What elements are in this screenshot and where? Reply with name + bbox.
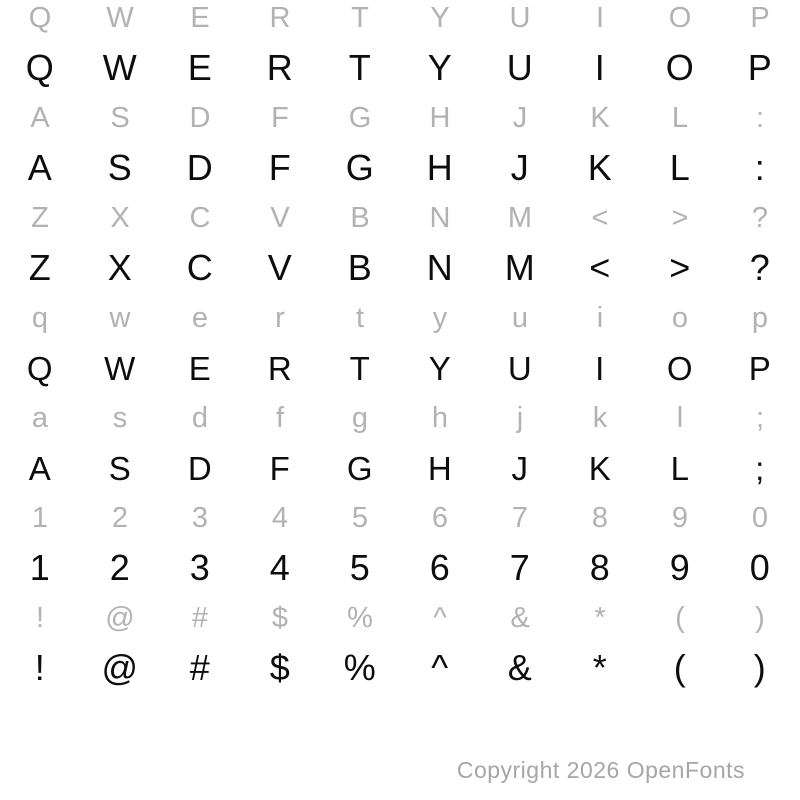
glyph-row-reference-0 <box>0 0 800 43</box>
glyph-cell: Q <box>28 1 52 34</box>
glyph-cell: # <box>189 647 211 688</box>
glyph-row-preview-11 <box>0 543 800 593</box>
glyph-cell: H <box>426 147 454 188</box>
glyph-cell: V <box>270 201 290 234</box>
glyph-cell: u <box>511 301 529 334</box>
glyph-cell: & <box>507 647 533 688</box>
glyph-cell: Q <box>26 349 54 387</box>
glyph-row-preview-7 <box>0 343 800 393</box>
glyph-row-preview-9 <box>0 443 800 493</box>
glyph-cell: K <box>590 101 610 134</box>
glyph-cell: Z <box>28 247 52 288</box>
glyph-cell: P <box>747 47 773 88</box>
glyph-cell: L <box>671 101 689 134</box>
glyph-cell: A <box>28 449 52 487</box>
glyph-cell: D <box>186 147 214 188</box>
glyph-cell: ) <box>755 601 765 634</box>
glyph-cell: * <box>594 601 606 634</box>
copyright-text: Copyright 2026 OpenFonts <box>456 757 745 783</box>
glyph-row-preview-3 <box>0 143 800 193</box>
glyph-cell: ( <box>673 647 687 688</box>
glyph-cell: O <box>665 47 695 88</box>
glyph-cell: F <box>268 147 292 188</box>
glyph-cell: M <box>504 247 536 288</box>
glyph-cell: I <box>594 47 606 88</box>
glyph-cell: ^ <box>431 647 449 688</box>
glyph-cell: V <box>267 247 293 288</box>
glyph-row-reference-10 <box>0 493 800 543</box>
glyph-cell: X <box>107 247 133 288</box>
glyph-cell: w <box>109 301 131 334</box>
glyph-cell: S <box>110 101 130 134</box>
glyph-cell: O <box>668 1 692 34</box>
glyph-cell: i <box>596 301 604 334</box>
glyph-cell: 0 <box>751 501 769 534</box>
glyph-cell: g <box>351 401 369 434</box>
glyph-cell: G <box>345 147 375 188</box>
glyph-cell: $ <box>271 601 289 634</box>
glyph-cell: ) <box>753 647 767 688</box>
glyph-cell: % <box>347 601 373 634</box>
glyph-cell: S <box>107 147 133 188</box>
glyph-cell: r <box>275 301 285 334</box>
glyph-cell: G <box>348 101 372 134</box>
glyph-cell: C <box>186 247 214 288</box>
glyph-cell: W <box>102 47 138 88</box>
glyph-cell: 5 <box>351 501 369 534</box>
glyph-cell: p <box>751 301 769 334</box>
glyph-cell: s <box>112 401 128 434</box>
glyph-cell: & <box>510 601 530 634</box>
glyph-cell: ? <box>751 201 769 234</box>
glyph-cell: B <box>347 247 373 288</box>
glyph-cell: e <box>191 301 209 334</box>
glyph-cell: 8 <box>589 547 611 588</box>
glyph-cell: ! <box>34 647 46 688</box>
glyph-cell: Z <box>31 201 49 234</box>
glyph-cell: Y <box>428 349 452 387</box>
glyph-row-preview-13 <box>0 643 800 693</box>
glyph-cell: T <box>349 349 371 387</box>
glyph-cell: d <box>191 401 209 434</box>
glyph-cell: 7 <box>511 501 529 534</box>
glyph-cell: % <box>343 647 377 688</box>
glyph-cell: 1 <box>31 501 49 534</box>
glyph-cell: ? <box>749 247 771 288</box>
glyph-row-reference-6 <box>0 293 800 343</box>
glyph-cell: F <box>269 449 291 487</box>
glyph-cell: L <box>669 147 691 188</box>
glyph-cell: F <box>271 101 289 134</box>
glyph-cell: E <box>188 349 212 387</box>
glyph-row-preview-5 <box>0 243 800 293</box>
glyph-cell: : <box>755 101 765 134</box>
glyph-cell: L <box>670 449 690 487</box>
glyph-cell: 4 <box>269 547 291 588</box>
glyph-cell: N <box>426 247 454 288</box>
glyph-cell: K <box>588 449 612 487</box>
glyph-cell: 0 <box>749 547 771 588</box>
glyph-cell: 3 <box>189 547 211 588</box>
glyph-cell: 2 <box>109 547 131 588</box>
glyph-cell: ( <box>675 601 685 634</box>
glyph-cell: I <box>595 349 605 387</box>
glyph-cell: P <box>750 1 770 34</box>
glyph-cell: a <box>31 401 49 434</box>
glyph-cell: J <box>512 101 528 134</box>
glyph-cell: 2 <box>111 501 129 534</box>
glyph-cell: ! <box>35 601 45 634</box>
glyph-row-reference-2 <box>0 93 800 143</box>
glyph-cell: ^ <box>433 601 447 634</box>
glyph-cell: R <box>266 47 294 88</box>
glyph-row-preview-1 <box>0 43 800 93</box>
glyph-cell: 6 <box>431 501 449 534</box>
glyph-cell: > <box>671 201 689 234</box>
glyph-cell: P <box>748 349 772 387</box>
glyph-cell: X <box>110 201 130 234</box>
glyph-cell: l <box>676 401 684 434</box>
glyph-cell: : <box>754 147 766 188</box>
glyph-cell: S <box>108 449 132 487</box>
glyph-cell: N <box>429 201 451 234</box>
glyph-cell: h <box>431 401 449 434</box>
glyph-cell: Y <box>430 1 450 34</box>
glyph-cell: U <box>509 1 531 34</box>
glyph-cell: 1 <box>29 547 51 588</box>
glyph-cell: 9 <box>669 547 691 588</box>
glyph-cell: o <box>671 301 689 334</box>
glyph-cell: @ <box>105 601 135 634</box>
glyph-cell: 7 <box>509 547 531 588</box>
glyph-cell: T <box>348 47 372 88</box>
glyph-cell: D <box>189 101 211 134</box>
glyph-cell: C <box>189 201 211 234</box>
glyph-cell: $ <box>269 647 291 688</box>
glyph-cell: I <box>595 1 605 34</box>
glyph-cell: R <box>267 349 293 387</box>
glyph-cell: 8 <box>591 501 609 534</box>
glyph-cell: R <box>269 1 291 34</box>
glyph-cell: ; <box>755 449 765 487</box>
glyph-cell: B <box>350 201 370 234</box>
glyph-cell: < <box>591 201 609 234</box>
glyph-cell: J <box>510 147 530 188</box>
glyph-cell: < <box>589 247 611 288</box>
glyph-cell: U <box>506 47 534 88</box>
glyph-cell: M <box>507 201 533 234</box>
glyph-cell: H <box>429 101 451 134</box>
glyph-cell: K <box>587 147 613 188</box>
glyph-cell: E <box>190 1 210 34</box>
glyph-cell: A <box>30 101 50 134</box>
glyph-row-reference-8 <box>0 393 800 443</box>
glyph-cell: E <box>187 47 213 88</box>
glyph-cell: O <box>666 349 694 387</box>
glyph-cell: J <box>511 449 529 487</box>
glyph-cell: 4 <box>271 501 289 534</box>
glyph-cell: t <box>355 301 365 334</box>
glyph-cell: U <box>507 349 533 387</box>
glyph-cell: f <box>275 401 285 434</box>
glyph-row-reference-12 <box>0 593 800 643</box>
glyph-cell: 3 <box>191 501 209 534</box>
glyph-cell: j <box>516 401 524 434</box>
glyph-cell: ; <box>755 401 765 434</box>
glyph-cell: # <box>191 601 209 634</box>
glyph-cell: @ <box>101 647 139 688</box>
glyph-cell: y <box>432 301 448 334</box>
glyph-cell: 6 <box>429 547 451 588</box>
glyph-cell: G <box>346 449 374 487</box>
glyph-cell: D <box>187 449 213 487</box>
glyph-cell: H <box>427 449 453 487</box>
glyph-cell: Y <box>427 47 453 88</box>
glyph-row-reference-4 <box>0 193 800 243</box>
glyph-cell: T <box>351 1 369 34</box>
glyph-cell: > <box>669 247 691 288</box>
glyph-cell: * <box>592 647 608 688</box>
glyph-cell: 5 <box>349 547 371 588</box>
glyph-cell: q <box>31 301 49 334</box>
glyph-cell: k <box>592 401 608 434</box>
glyph-cell: W <box>106 1 134 34</box>
glyph-cell: Q <box>25 47 55 88</box>
glyph-cell: A <box>27 147 53 188</box>
glyph-cell: W <box>104 349 136 387</box>
glyph-cell: 9 <box>671 501 689 534</box>
